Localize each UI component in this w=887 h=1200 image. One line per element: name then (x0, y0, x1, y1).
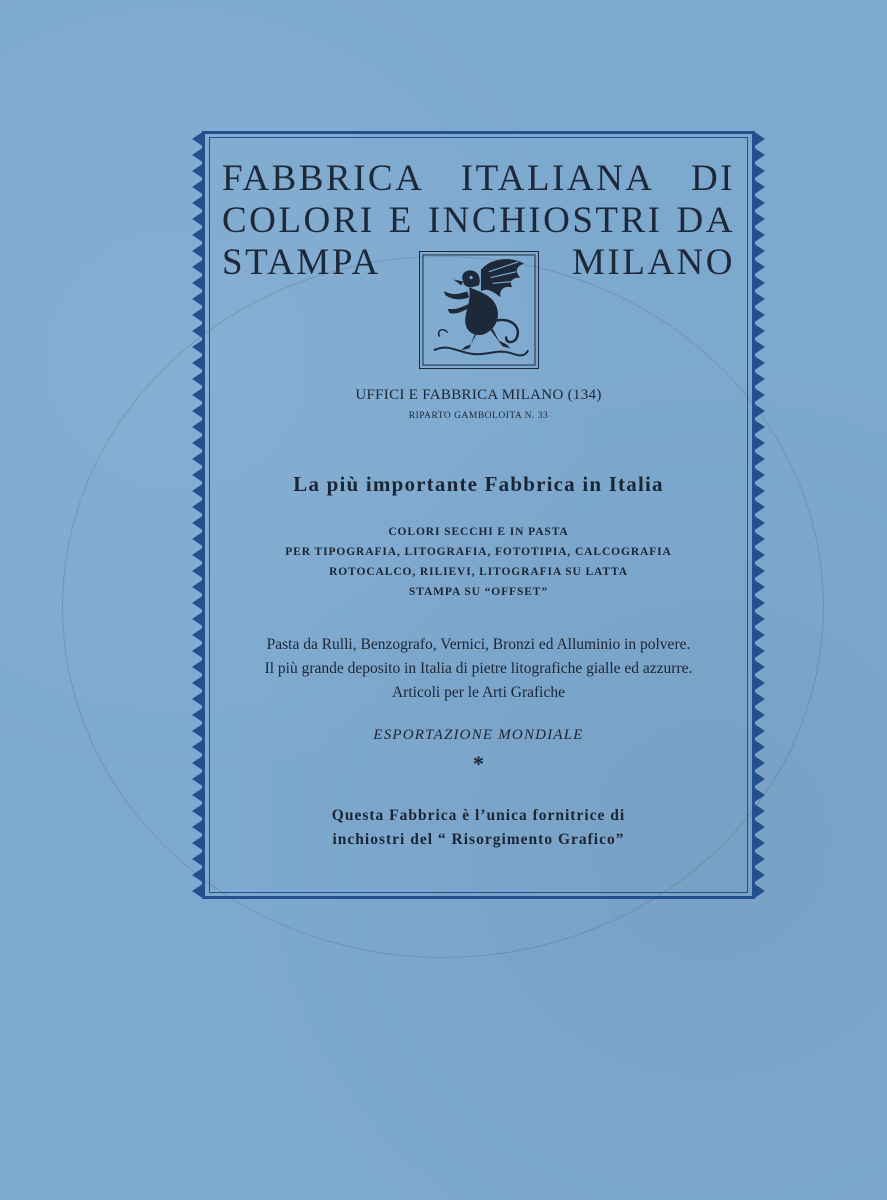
product-line: STAMPA SU “OFFSET” (408, 586, 549, 598)
right-ornament-border (753, 131, 767, 899)
advertisement-frame (190, 131, 767, 899)
description-line: Articoli per le Arti Grafiche (391, 684, 565, 701)
title-milano: MILANO (572, 242, 735, 283)
address-subline: RIPARTO GAMBOLOITA N. 33 (408, 411, 549, 421)
export-tagline: ESPORTAZIONE MONDIALE (373, 727, 584, 743)
asterisk-separator: * (473, 751, 484, 776)
product-line: PER TIPOGRAFIA, LITOGRAFIA, FOTOTIPIA, CALCOGRAFIA (285, 546, 672, 558)
product-line: COLORI SECCHI E IN PASTA (388, 526, 569, 538)
title-word: INCHIOSTRI (427, 200, 663, 241)
title-word: ITALIANA (460, 158, 655, 199)
address-line: UFFICI E FABBRICA MILANO (134) (355, 387, 602, 403)
title-word: DA (676, 200, 735, 241)
closing-line: Questa Fabbrica è l’unica fornitrice di (331, 807, 626, 824)
description-line: Il più grande deposito in Italia di pietre litografiche gialle ed azzurre. (264, 660, 693, 677)
ad-content (214, 139, 743, 891)
title-line-1 (222, 159, 735, 199)
headline: La più importante Fabbrica in Italia (293, 472, 664, 496)
title-word: DI (690, 158, 735, 199)
closing-line: inchiostri del “ Risorgimento Grafico” (332, 831, 625, 848)
product-line: ROTOCALCO, RILIEVI, LITOGRAFIA SU LATTA (329, 566, 628, 578)
title-word: COLORI (222, 200, 375, 241)
title-word: FABBRICA (222, 158, 425, 199)
title-stampa: STAMPA (222, 242, 381, 283)
title-word: E (388, 200, 414, 241)
griffin-emblem-icon (419, 251, 539, 369)
title-line-2 (222, 201, 735, 241)
description-line: Pasta da Rulli, Benzografo, Vernici, Bronzi ed Alluminio in polvere. (266, 636, 691, 653)
